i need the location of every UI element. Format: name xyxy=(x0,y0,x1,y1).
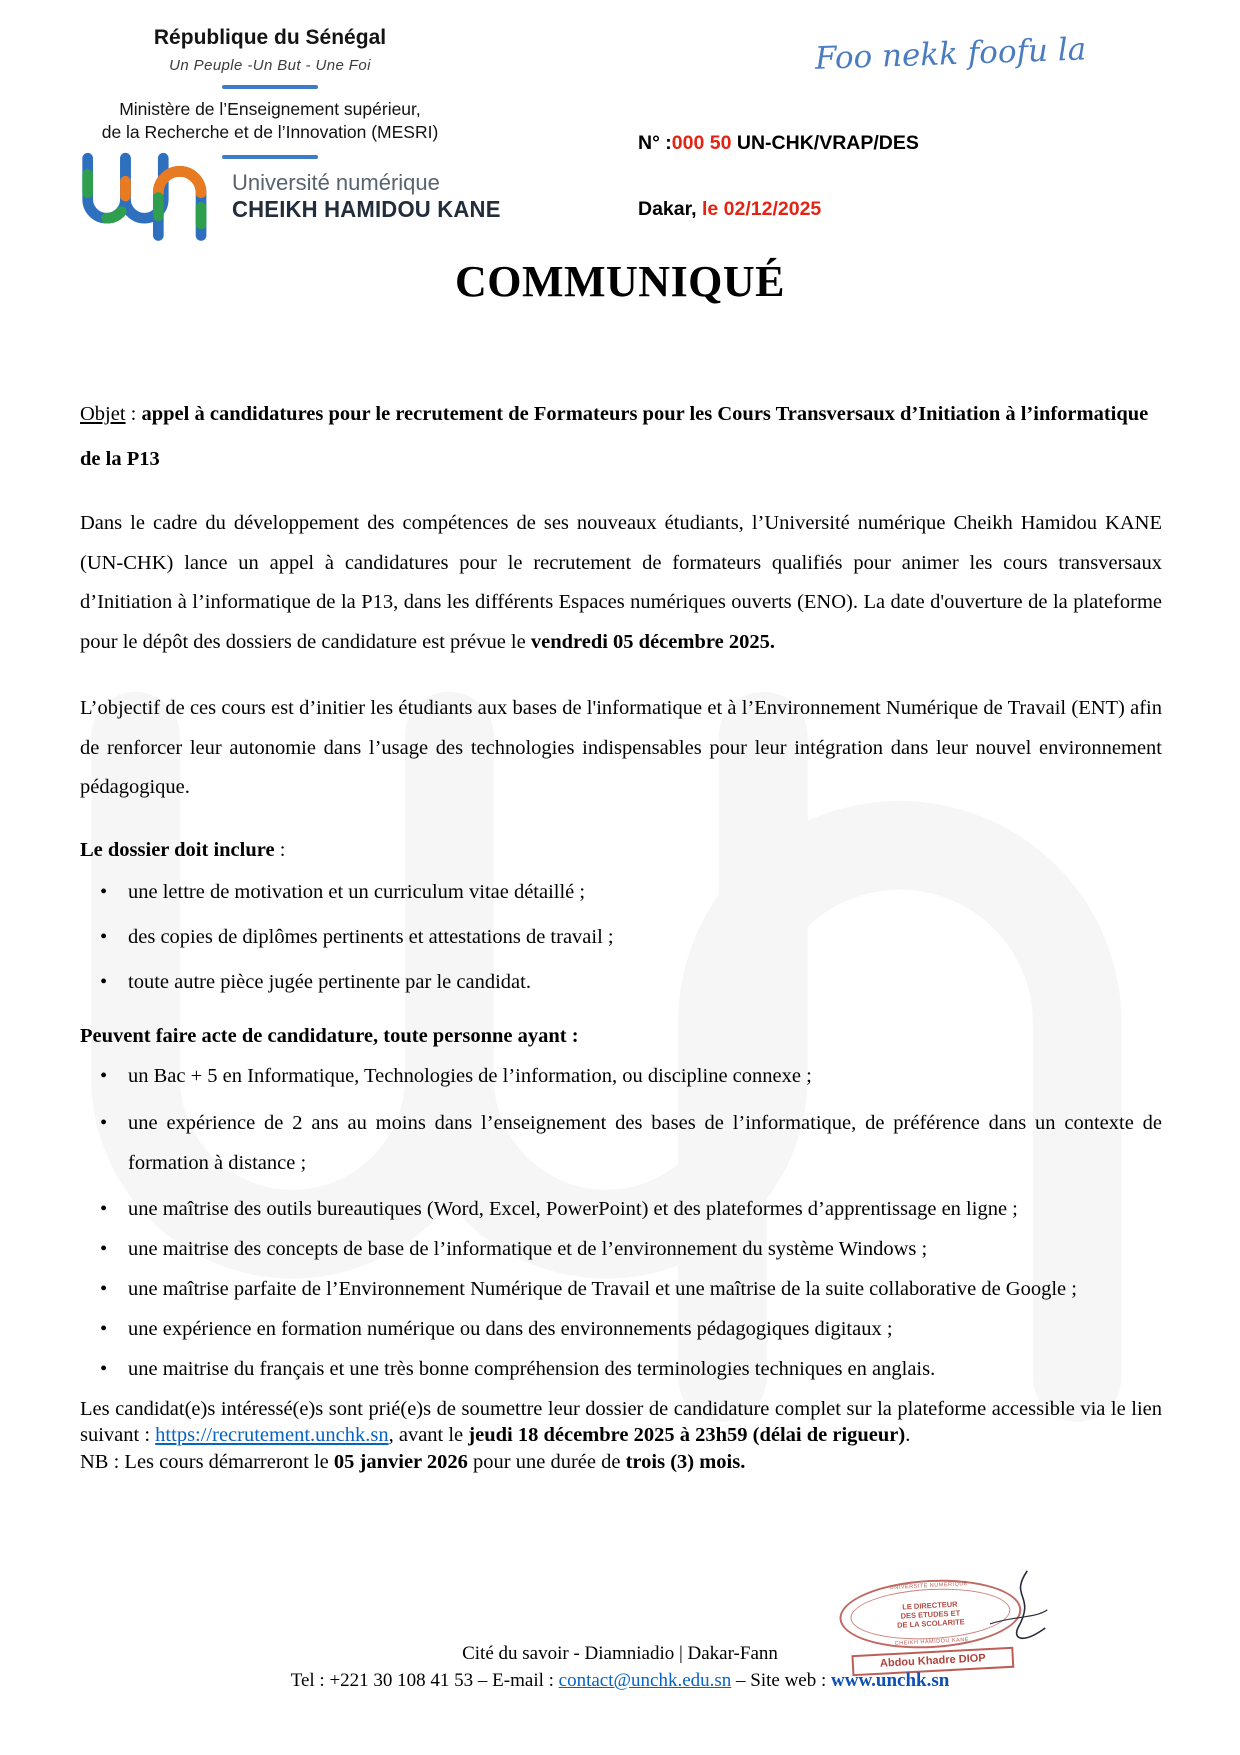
stamp-signatory-name: Abdou Khadre DIOP xyxy=(851,1647,1014,1676)
heading-dossier: Le dossier doit inclure : xyxy=(80,838,286,861)
paragraph-submission: Les candidat(e)s intéressé(e)s sont prié(e)s de soumettre leur dossier de candidature complet sur la plateforme accessible via le lien suivant : https://recrutement.unchk.sn, avant le jeudi 18 décembre 2025 à 23h59 (délai de rigueur). xyxy=(80,1397,1162,1446)
footer-address: Cité du savoir - Diamniadio | Dakar-Fann xyxy=(462,1643,778,1664)
list-item: • une expérience de 2 ans au moins dans l’enseignement des bases de l’informatique, de préférence dans un contexte de formation à distance ; xyxy=(80,1103,1162,1183)
paragraph-objective: L’objectif de ces cours est d’initier les étudiants aux bases de l'informatique et à l’Environnement Numérique de Travail (ENT) afin de renforcer leur autonomie dans l’usage des technologies indispensables pour leur intégration dans leur nouvel environnement pédagogique. xyxy=(80,697,1162,798)
heading-criteria: Peuvent faire acte de candidature, toute personne ayant : xyxy=(80,1024,579,1047)
link[interactable]: https://recrutement.unchk.sn xyxy=(155,1424,389,1446)
criteria-list xyxy=(80,1063,1162,1383)
republic-title: République du Sénégal xyxy=(153,26,387,49)
divider-bar xyxy=(222,85,318,89)
list-item: • un Bac + 5 en Informatique, Technologies de l’information, ou discipline connexe ; xyxy=(80,1063,1162,1090)
list-item: • une maîtrise parfaite de l’Environnement Numérique de Travail et une maîtrise de la suite collaborative de Google ; xyxy=(80,1276,1162,1303)
list-item: • une maîtrise des outils bureautiques (Word, Excel, PowerPoint) et des plateformes d’apprentissage en ligne ; xyxy=(80,1196,1162,1223)
ministry-line2: de la Recherche et de l’Innovation (MESRI) xyxy=(101,122,439,142)
paragraph-nb: NB : Les cours démarreront le 05 janvier 2026 pour une durée de trois (3) mois. xyxy=(80,1450,746,1473)
list-item: • une lettre de motivation et un curriculum vitae détaillé ; xyxy=(80,877,1162,907)
place-and-date: Dakar, le 02/12/2025 xyxy=(638,198,822,220)
logo-university-type: Université numérique xyxy=(232,169,440,195)
stamp-ring-bottom-text: CHEIKH HAMIDOU KANE xyxy=(894,1637,970,1647)
footer-contacts: Tel : +221 30 108 41 53 – E-mail : contact@unchk.edu.sn – Site web : www.unchk.sn xyxy=(290,1670,950,1691)
ministry-name xyxy=(70,98,470,144)
national-motto: Un Peuple -Un But - Une Foi xyxy=(169,57,371,74)
handwritten-slogan: Foo nekk foofu la xyxy=(814,31,1087,77)
dossier-list xyxy=(80,877,1162,997)
stamp-ring-top-text: UNIVERSITE NUMERIQUE xyxy=(889,1581,969,1592)
unchk-logo-icon xyxy=(72,150,220,242)
ministry-line1: Ministère de l’Enseignement supérieur, xyxy=(119,99,421,119)
list-item: • une expérience en formation numérique ou dans des environnements pédagogiques digitaux ; xyxy=(80,1316,1162,1343)
document-footer xyxy=(0,1640,1240,1694)
list-item: • une maitrise des concepts de base de l’informatique et de l’environnement du système Windows ; xyxy=(80,1236,1162,1263)
stamp-title: LE DIRECTEUR DES ETUDES ET DE LA SCOLARITE xyxy=(896,1599,965,1630)
logo-university-name: CHEIKH HAMIDOU KANE xyxy=(232,195,501,222)
list-item: • des copies de diplômes pertinents et attestations de travail ; xyxy=(80,922,1162,952)
document-title: COMMUNIQUÉ xyxy=(454,257,786,306)
university-logo xyxy=(72,150,512,242)
document-body xyxy=(80,392,1162,1476)
logo-wordmark xyxy=(232,170,512,223)
list-item: • toute autre pièce jugée pertinente par le candidat. xyxy=(80,967,1162,997)
header-left-block xyxy=(70,26,470,168)
list-item: • une maitrise du français et une très bonne compréhension des terminologies techniques en anglais. xyxy=(80,1356,1162,1383)
paragraph-intro: Dans le cadre du développement des compétences de ses nouveaux étudiants, l’Université numérique Cheikh Hamidou KANE (UN-CHK) lance un appel à candidatures pour le recrutement de formateurs qualifiés pour animer les cours transversaux d’Initiation à l’informatique de la P13, dans les différents Espaces numériques ouverts (ENO). La date d'ouverture de la plateforme pour le dépôt des dossiers de candidature est prévue le vendredi 05 décembre 2025. xyxy=(80,512,1162,653)
subject-line: Objet : appel à candidatures pour le recrutement de Formateurs pour les Cours Transversaux d’Initiation à l’informatique de la P13 xyxy=(80,403,1149,470)
link[interactable]: contact@unchk.edu.sn xyxy=(558,1670,732,1691)
reference-number: N° :000 50 UN-CHK/VRAP/DES xyxy=(638,132,919,154)
